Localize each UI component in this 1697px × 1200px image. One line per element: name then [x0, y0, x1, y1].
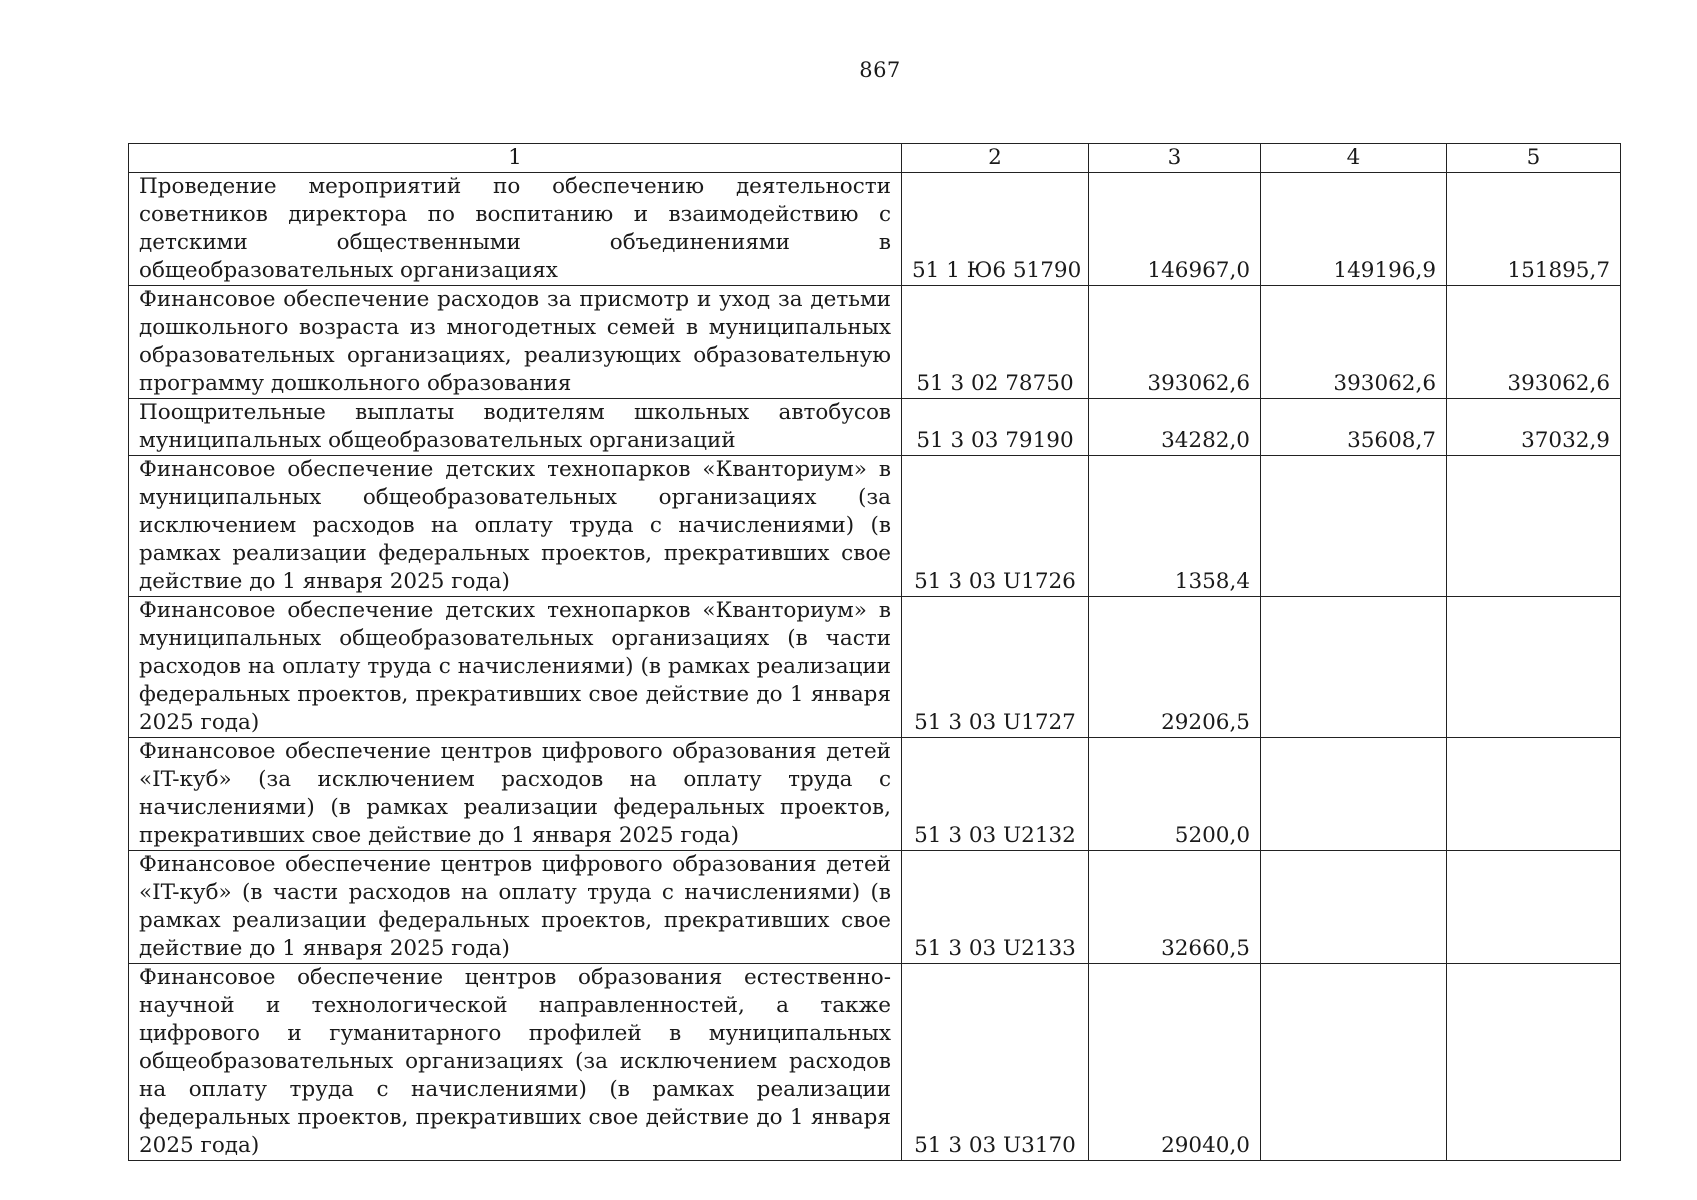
column-header: 1 [129, 144, 902, 173]
row-budget-code: 51 3 03 U1726 [902, 456, 1089, 597]
row-description: Проведение мероприятий по обеспечению деятельности советников директора по воспитанию и взаимодействию с детскими общественными объединениями в общеобразовательных организациях [129, 173, 902, 286]
row-budget-code: 51 3 03 U3170 [902, 964, 1089, 1161]
table-row [129, 597, 1621, 738]
page-number: 867 [859, 58, 901, 82]
row-description: Финансовое обеспечение центров цифрового образования детей «IT-куб» (за исключением расходов на оплату труда с начислениями) (в рамках реализации федеральных проектов, прекративших свое действие до 1 января 2025 года) [129, 738, 902, 851]
row-value-col4: 393062,6 [1261, 286, 1447, 399]
row-description: Финансовое обеспечение детских технопарков «Кванториум» в муниципальных общеобразовательных организациях (в части расходов на оплату труда с начислениями) (в рамках реализации федеральных проектов, прекративших свое действие до 1 января 2025 года) [129, 597, 902, 738]
row-value-col3: 34282,0 [1089, 399, 1261, 456]
row-budget-code: 51 3 03 U2133 [902, 851, 1089, 964]
row-budget-code: 51 3 02 78750 [902, 286, 1089, 399]
row-description: Финансовое обеспечение центров образования естественно-научной и технологической направленностей, а также цифрового и гуманитарного профилей в муниципальных общеобразовательных организациях (за исключением расходов на оплату труда с начислениями) (в рамках реализации федеральных проектов, прекративших свое действие до 1 января 2025 года) [129, 964, 902, 1161]
row-description: Финансовое обеспечение расходов за присмотр и уход за детьми дошкольного возраста из многодетных семей в муниципальных образовательных организациях, реализующих образовательную программу дошкольного образования [129, 286, 902, 399]
row-value-col4 [1261, 964, 1447, 1161]
column-header: 4 [1261, 144, 1447, 173]
table-row [129, 964, 1621, 1161]
row-value-col4 [1261, 851, 1447, 964]
budget-table [128, 143, 1621, 1161]
row-budget-code: 51 1 Ю6 51790 [902, 173, 1089, 286]
column-header: 2 [902, 144, 1089, 173]
column-header: 3 [1089, 144, 1261, 173]
row-value-col5 [1447, 456, 1621, 597]
row-value-col3: 1358,4 [1089, 456, 1261, 597]
row-value-col4: 35608,7 [1261, 399, 1447, 456]
row-value-col3: 5200,0 [1089, 738, 1261, 851]
row-value-col5 [1447, 738, 1621, 851]
row-value-col3: 29206,5 [1089, 597, 1261, 738]
table-row [129, 286, 1621, 399]
row-value-col3: 32660,5 [1089, 851, 1261, 964]
table-row [129, 851, 1621, 964]
row-budget-code: 51 3 03 79190 [902, 399, 1089, 456]
column-header: 5 [1447, 144, 1621, 173]
row-value-col4 [1261, 738, 1447, 851]
row-description: Финансовое обеспечение детских технопарков «Кванториум» в муниципальных общеобразовательных организациях (за исключением расходов на оплату труда с начислениями) (в рамках реализации федеральных проектов, прекративших свое действие до 1 января 2025 года) [129, 456, 902, 597]
table-row [129, 456, 1621, 597]
row-value-col4: 149196,9 [1261, 173, 1447, 286]
row-description: Финансовое обеспечение центров цифрового образования детей «IT-куб» (в части расходов на оплату труда с начислениями) (в рамках реализации федеральных проектов, прекративших свое действие до 1 января 2025 года) [129, 851, 902, 964]
row-value-col3: 393062,6 [1089, 286, 1261, 399]
column-number-row [129, 144, 1621, 173]
row-budget-code: 51 3 03 U2132 [902, 738, 1089, 851]
table-row [129, 738, 1621, 851]
table-row [129, 173, 1621, 286]
row-description: Поощрительные выплаты водителям школьных автобусов муниципальных общеобразовательных организаций [129, 399, 902, 456]
row-budget-code: 51 3 03 U1727 [902, 597, 1089, 738]
row-value-col4 [1261, 456, 1447, 597]
row-value-col5: 393062,6 [1447, 286, 1621, 399]
row-value-col5 [1447, 964, 1621, 1161]
row-value-col5: 151895,7 [1447, 173, 1621, 286]
row-value-col5 [1447, 597, 1621, 738]
row-value-col4 [1261, 597, 1447, 738]
table-row [129, 399, 1621, 456]
row-value-col5: 37032,9 [1447, 399, 1621, 456]
row-value-col3: 146967,0 [1089, 173, 1261, 286]
row-value-col5 [1447, 851, 1621, 964]
row-value-col3: 29040,0 [1089, 964, 1261, 1161]
